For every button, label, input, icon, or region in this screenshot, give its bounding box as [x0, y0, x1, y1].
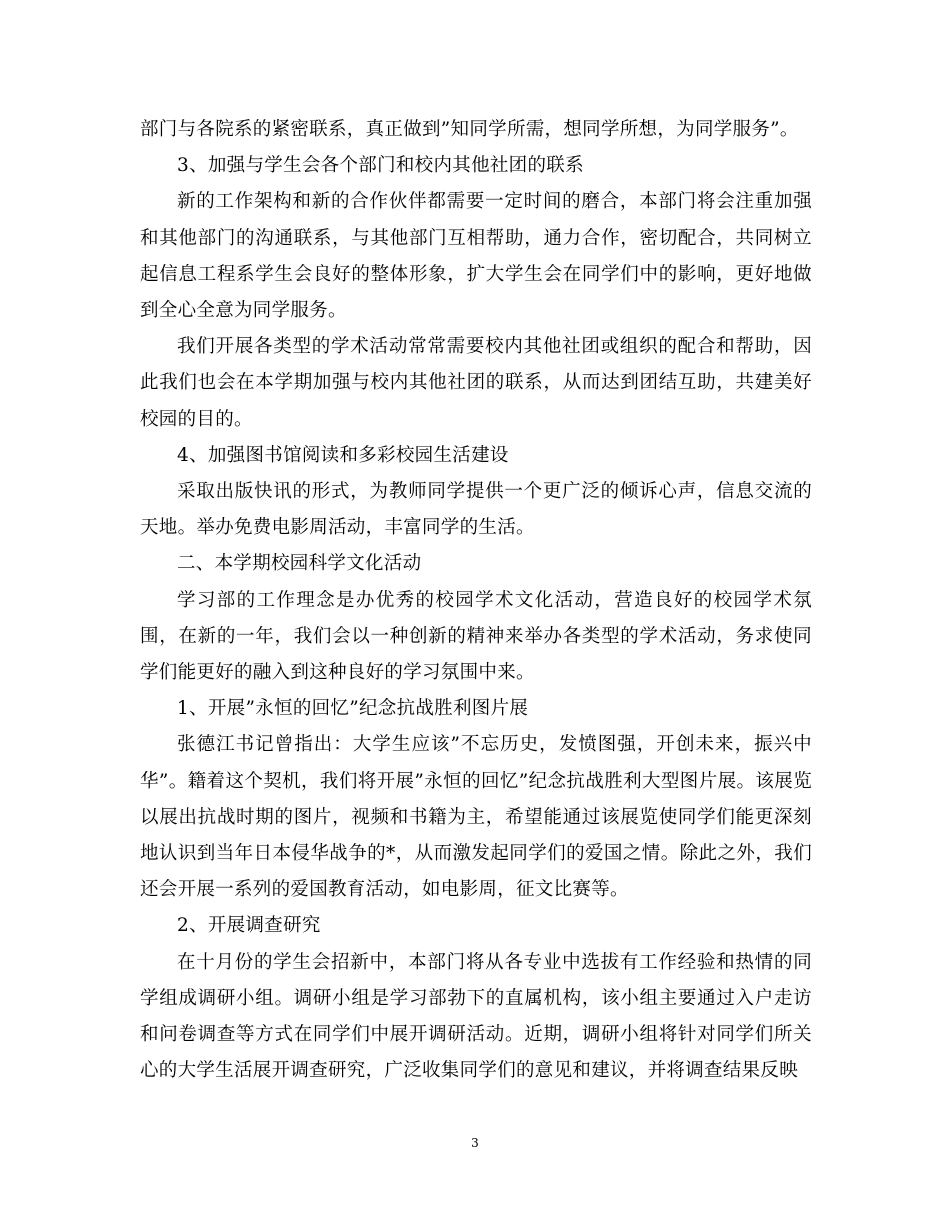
paragraph: 张德江书记曾指出：大学生应该”不忘历史，发愤图强，开创未来，振兴中华”。籍着这个契机，我们将开展”永恒的回忆”纪念抗战胜利大型图片展。该展览以展出抗战时期的图片，视频和书籍为主，希望能通过该展览使同学们能更深刻地认识到当年日本侵华战争的*，从而激发起同学们的爱国之情。除此之外，我们还会开展一系列的爱国教育活动，如电影周，征文比赛等。 — [140, 734, 812, 901]
paragraph: 部门与各院系的紧密联系，真正做到”知同学所需，想同学所想，为同学服务”。 — [140, 119, 799, 140]
page-number: 3 — [471, 1136, 479, 1150]
paragraph: 采取出版快讯的形式，为教师同学提供一个更广泛的倾诉心声，信息交流的天地。举办免费电影周活动，丰富同学的生活。 — [140, 481, 812, 539]
paragraph: 学习部的工作理念是办优秀的校园学术文化活动，营造良好的校园学术氛围，在新的一年，我们会以一种创新的精神来举办各类型的学术活动，务求使同学们能更好的融入到这种良好的学习氛围中来。 — [140, 589, 812, 684]
section-heading: 2、开展调查研究 — [177, 915, 321, 937]
paragraph: 我们开展各类型的学术活动常常需要校内其他社团或组织的配合和帮助，因此我们也会在本学期加强与校内其他社团的联系，从而达到团结互助，共建美好校园的目的。 — [140, 336, 812, 430]
section-heading: 二、本学期校园科学文化活动 — [177, 553, 422, 575]
paragraph: 在十月份的学生会招新中，本部门将从各专业中选拔有工作经验和热情的同学组成调研小组。调研小组是学习部勃下的直属机构，该小组主要通过入户走访和问卷调查等方式在同学们中展开调研活动。近期，调研小组将针对同学们所关心的大学生活展开调查研究，广泛收集同学们的意见和建议，并将调查结果反映 — [140, 951, 812, 1082]
section-heading: 4、加强图书馆阅读和多彩校园生活建设 — [177, 444, 509, 466]
section-heading: 3、加强与学生会各个部门和校内其他社团的联系 — [177, 155, 584, 177]
section-heading: 1、开展”永恒的回忆”纪念抗战胜利图片展 — [177, 698, 529, 720]
paragraph: 新的工作架构和新的合作伙伴都需要一定时间的磨合，本部门将会注重加强和其他部门的沟通联系，与其他部门互相帮助，通力合作，密切配合，共同树立起信息工程系学生会良好的整体形象，扩大学生会在同学们中的影响，更好地做到全心全意为同学服务。 — [140, 191, 812, 322]
document-body — [140, 112, 812, 1089]
